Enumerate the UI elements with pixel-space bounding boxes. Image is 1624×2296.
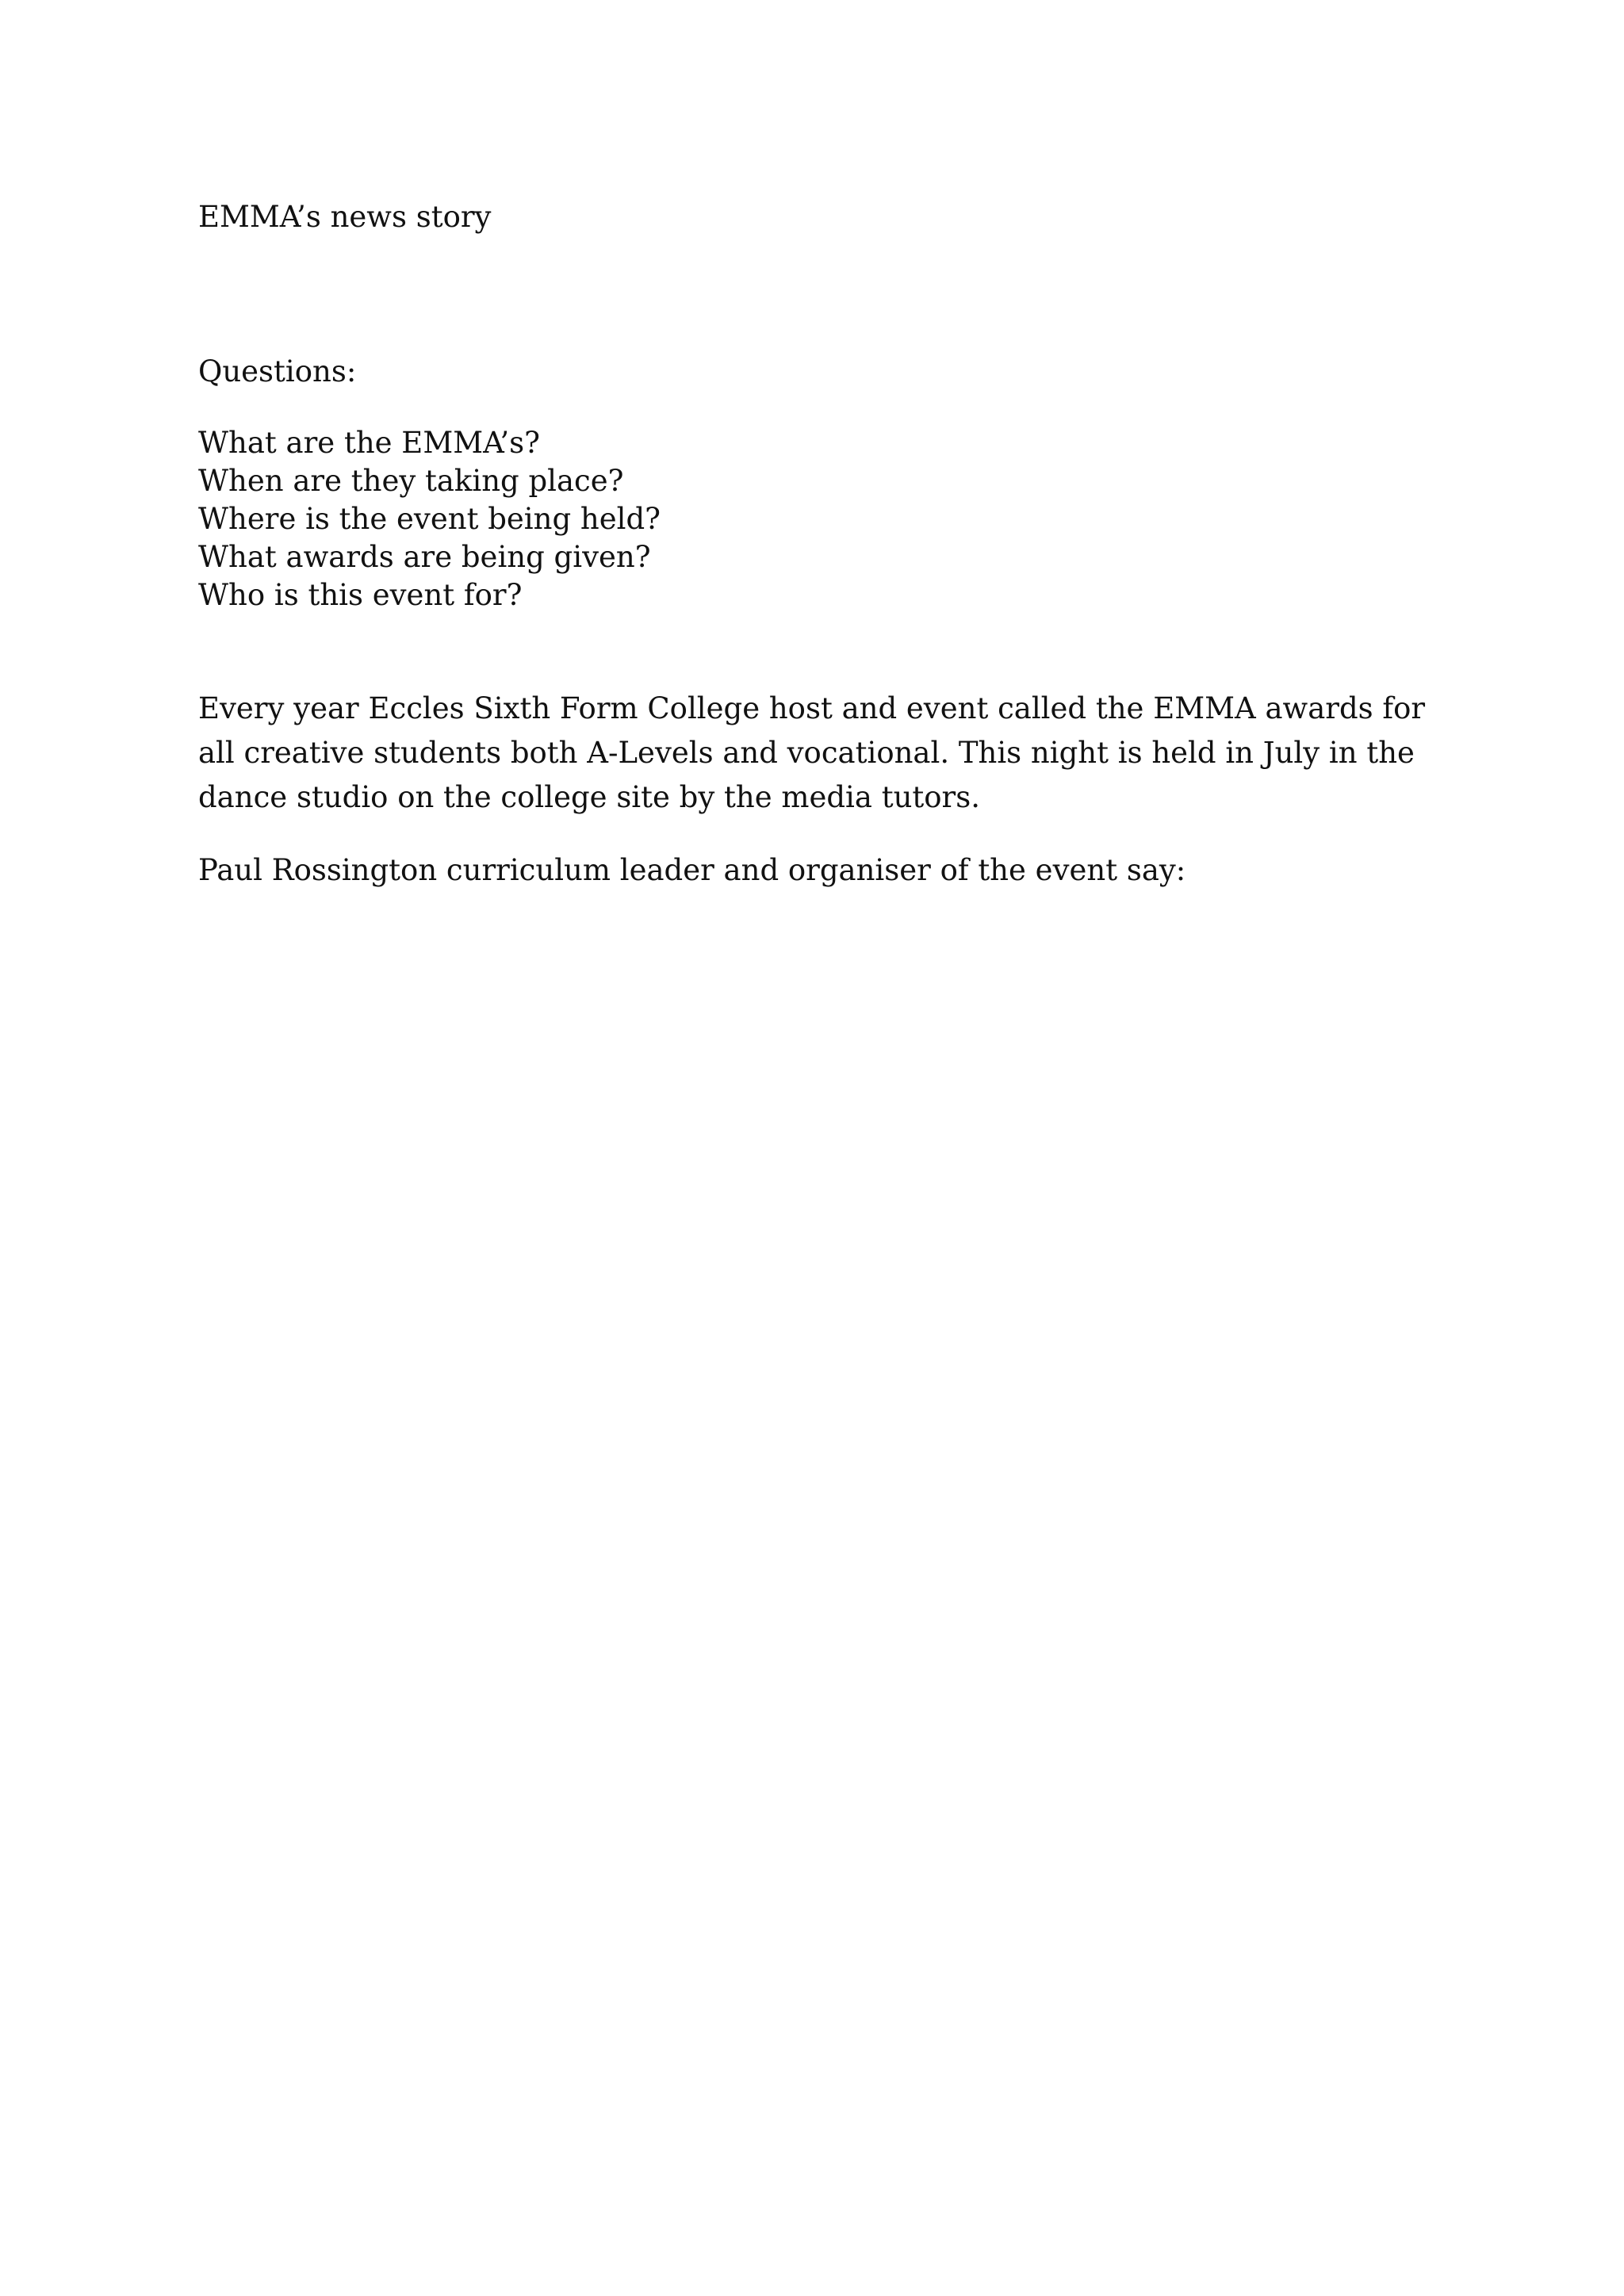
questions-list: [198, 424, 661, 614]
questions-heading: Questions:: [198, 354, 357, 388]
body-paragraph: Paul Rossington curriculum leader and organiser of the event say:: [198, 853, 1186, 887]
document-title: EMMA’s news story: [198, 200, 492, 234]
body-paragraph: Every year Eccles Sixth Form College host and event called the EMMA awards for all creative students both A-Levels and vocational. This night is held in July in the dance studio on the college site by the media tutors.: [198, 691, 1426, 814]
question-item: Who is this event for?: [198, 578, 523, 612]
question-item: When are they taking place?: [198, 464, 624, 498]
question-item: Where is the event being held?: [198, 502, 661, 536]
question-item: What are the EMMA’s?: [198, 426, 540, 460]
question-item: What awards are being given?: [198, 540, 651, 574]
